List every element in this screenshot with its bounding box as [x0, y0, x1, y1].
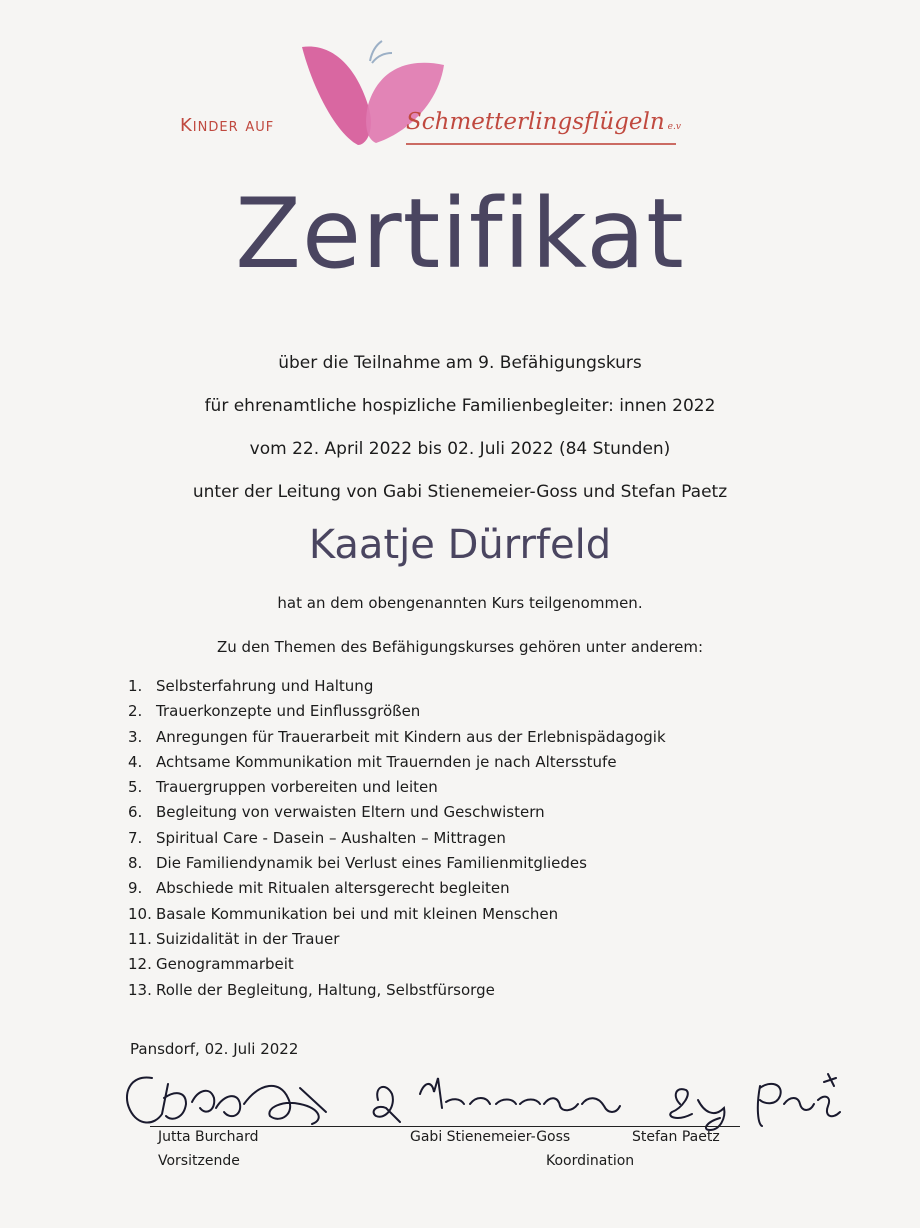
participant-name: Kaatje Dürrfeld	[308, 522, 612, 568]
list-item-number: 6.	[128, 803, 143, 822]
list-item	[128, 674, 666, 699]
certificate-title: Zertifikat	[235, 178, 685, 290]
logo-underline	[406, 143, 676, 145]
handwritten-signatures	[120, 1064, 850, 1134]
list-item-text: Begleitung von verwaisten Eltern und Geschwistern	[156, 803, 545, 822]
list-item	[128, 978, 666, 1003]
intro-line: vom 22. April 2022 bis 02. Juli 2022 (84 Stunden)	[249, 439, 671, 459]
list-item-number: 7.	[128, 828, 143, 847]
topics-list	[128, 674, 666, 1003]
list-item-number: 11.	[128, 929, 152, 948]
list-item-text: Trauergruppen vorbereiten und leiten	[156, 778, 438, 797]
organization-logo	[170, 35, 750, 165]
intro-line: über die Teilnahme am 9. Befähigungskurs	[278, 353, 642, 373]
list-item	[128, 952, 666, 977]
list-item-number: 13.	[128, 980, 152, 999]
list-item	[128, 800, 666, 825]
list-item-number: 2.	[128, 702, 143, 721]
list-item	[128, 927, 666, 952]
logo-right-word: Schmetterlingsflügeln	[406, 109, 665, 135]
list-item-number: 5.	[128, 778, 143, 797]
list-item-text: Abschiede mit Ritualen altersgerecht begleiten	[156, 879, 510, 898]
signature-line	[150, 1126, 740, 1127]
signatory-name-1: Jutta Burchard	[158, 1129, 259, 1145]
list-item-number: 9.	[128, 879, 143, 898]
list-item	[128, 699, 666, 724]
list-item-text: Die Familiendynamik bei Verlust eines Familienmitgliedes	[156, 854, 587, 873]
list-item	[128, 750, 666, 775]
list-item-text: Genogrammarbeit	[156, 955, 294, 974]
list-item-number: 10.	[128, 904, 152, 923]
list-item-number: 8.	[128, 854, 143, 873]
signatory-role-shared: Koordination	[546, 1153, 635, 1169]
list-item-text: Rolle der Begleitung, Haltung, Selbstfürsorge	[156, 980, 495, 999]
place-date: Pansdorf, 02. Juli 2022	[130, 1040, 299, 1058]
signatory-role-1: Vorsitzende	[158, 1153, 240, 1169]
logo-left-text: Kinder auf	[180, 115, 275, 136]
list-item-text: Suizidalität in der Trauer	[156, 929, 340, 948]
list-item-text: Basale Kommunikation bei und mit kleinen Menschen	[156, 904, 559, 923]
list-item-text: Anregungen für Trauerarbeit mit Kindern aus der Erlebnispädagogik	[156, 727, 666, 746]
participation-statement: hat an dem obengenannten Kurs teilgenommen.	[277, 594, 643, 612]
signatory-name-2: Gabi Stienemeier-Goss	[410, 1129, 571, 1145]
list-item-number: 12.	[128, 955, 152, 974]
topics-intro: Zu den Themen des Befähigungskurses gehören unter anderem:	[217, 638, 703, 656]
list-item-number: 4.	[128, 752, 143, 771]
list-item-number: 3.	[128, 727, 143, 746]
intro-block	[0, 342, 920, 514]
logo-right-text	[406, 109, 681, 135]
list-item-text: Spiritual Care - Dasein – Aushalten – Mittragen	[156, 828, 506, 847]
list-item	[128, 876, 666, 901]
list-item	[128, 902, 666, 927]
list-item	[128, 851, 666, 876]
list-item	[128, 826, 666, 851]
logo-suffix: e.v	[667, 122, 681, 132]
list-item	[128, 725, 666, 750]
list-item-text: Trauerkonzepte und Einflussgrößen	[156, 702, 421, 721]
list-item	[128, 775, 666, 800]
list-item-number: 1.	[128, 677, 143, 695]
list-item-text: Selbsterfahrung und Haltung	[156, 677, 374, 695]
signatory-name-3: Stefan Paetz	[632, 1129, 720, 1145]
intro-line: für ehrenamtliche hospizliche Familienbegleiter: innen 2022	[204, 396, 716, 416]
intro-line: unter der Leitung von Gabi Stienemeier-Goss und Stefan Paetz	[192, 482, 728, 502]
list-item-text: Achtsame Kommunikation mit Trauernden je nach Altersstufe	[156, 752, 617, 771]
